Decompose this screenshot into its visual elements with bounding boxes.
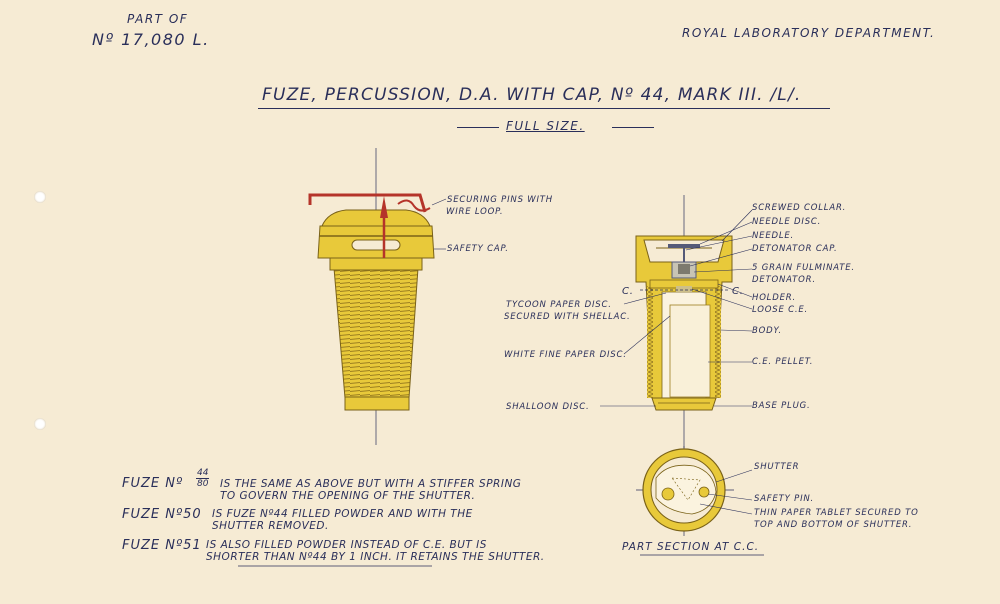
- ce-pellet: [670, 305, 710, 397]
- label-tablet-2: TOP AND BOTTOM OF SHUTTER.: [754, 520, 913, 530]
- thread-left: [647, 286, 653, 398]
- label-needle-disc: NEEDLE DISC.: [752, 217, 822, 227]
- fraction-bottom: 80: [197, 479, 209, 489]
- base-ring: [345, 397, 409, 410]
- label-needle: NEEDLE.: [752, 231, 795, 241]
- note-51-line2: SHORTER THAN Nº44 BY 1 INCH. IT RETAINS THE SHUTTER.: [206, 551, 545, 563]
- note-44-line1: IS THE SAME AS ABOVE BUT WITH A STIFFER SPRING: [220, 478, 522, 490]
- label-screwed-collar: SCREWED COLLAR.: [752, 203, 847, 213]
- note-51-line1: IS ALSO FILLED POWDER INSTEAD OF C.E. BUT IS: [206, 539, 487, 551]
- note-50-line1: IS FUZE Nº44 FILLED POWDER AND WITH THE: [212, 508, 473, 520]
- detonator-cap: [678, 264, 690, 274]
- note-50-line2: SHUTTER REMOVED.: [212, 520, 329, 532]
- label-fulminate: 5 GRAIN FULMINATE.: [752, 263, 855, 273]
- label-safety-cap: SAFETY CAP.: [447, 244, 509, 254]
- scale-label: FULL SIZE.: [506, 119, 585, 133]
- label-ce-pellet: C.E. PELLET.: [752, 357, 814, 367]
- label-detonator-cap: DETONATOR CAP.: [752, 244, 838, 254]
- label-tablet-1: THIN PAPER TABLET SECURED TO: [754, 508, 919, 518]
- cap-slot: [352, 240, 400, 250]
- label-base-plug: BASE PLUG.: [752, 401, 811, 411]
- label-c-left: C.: [622, 286, 634, 297]
- securing-pin: [310, 195, 425, 212]
- label-shalloon: SHALLOON DISC.: [506, 402, 590, 412]
- collar: [330, 258, 422, 270]
- label-securing-pins: SECURING PINS WITH: [447, 195, 553, 205]
- drawing-title: FUZE, PERCUSSION, D.A. WITH CAP, Nº 44, MARK III. /L/.: [262, 85, 802, 105]
- label-wire-loop: WIRE LOOP.: [446, 207, 504, 217]
- part-section-caption: PART SECTION AT C.C.: [622, 541, 760, 553]
- label-detonator: DETONATOR.: [752, 275, 816, 285]
- threaded-body: [334, 268, 418, 398]
- fuze-exterior-view: [310, 148, 446, 445]
- label-shutter: SHUTTER: [754, 462, 800, 472]
- fraction-top: 44: [197, 468, 209, 478]
- loose-ce: [676, 286, 692, 292]
- label-safety-pin: SAFETY PIN.: [754, 494, 815, 504]
- note-44-line2: TO GOVERN THE OPENING OF THE SHUTTER.: [220, 490, 476, 502]
- note-44-key: FUZE Nº: [122, 476, 184, 491]
- label-loose-ce: LOOSE C.E.: [752, 305, 809, 315]
- base-plug: [652, 398, 716, 410]
- cap-dome: [322, 210, 430, 226]
- note-51-key: FUZE Nº51: [122, 538, 202, 553]
- label-tycoon: TYCOON PAPER DISC.: [506, 300, 612, 310]
- securing-pin-head: [380, 196, 388, 218]
- part-of-label: PART OF: [127, 12, 189, 26]
- part-section-cc: [636, 446, 752, 536]
- note-50-key: FUZE Nº50: [122, 507, 202, 522]
- thread-right: [715, 286, 721, 398]
- department-label: ROYAL LABORATORY DEPARTMENT.: [682, 26, 936, 40]
- note-44-fraction: [196, 468, 209, 489]
- label-shellac: SECURED WITH SHELLAC.: [504, 312, 631, 322]
- label-holder: HOLDER.: [752, 293, 796, 303]
- shutter-pivot: [699, 487, 709, 497]
- label-c-right: C.: [732, 286, 744, 297]
- label-body: BODY.: [752, 326, 782, 336]
- safety-pin: [662, 488, 674, 500]
- drawing-number: Nº 17,080 L.: [92, 30, 210, 49]
- label-white-fine: WHITE FINE PAPER DISC.: [504, 350, 627, 360]
